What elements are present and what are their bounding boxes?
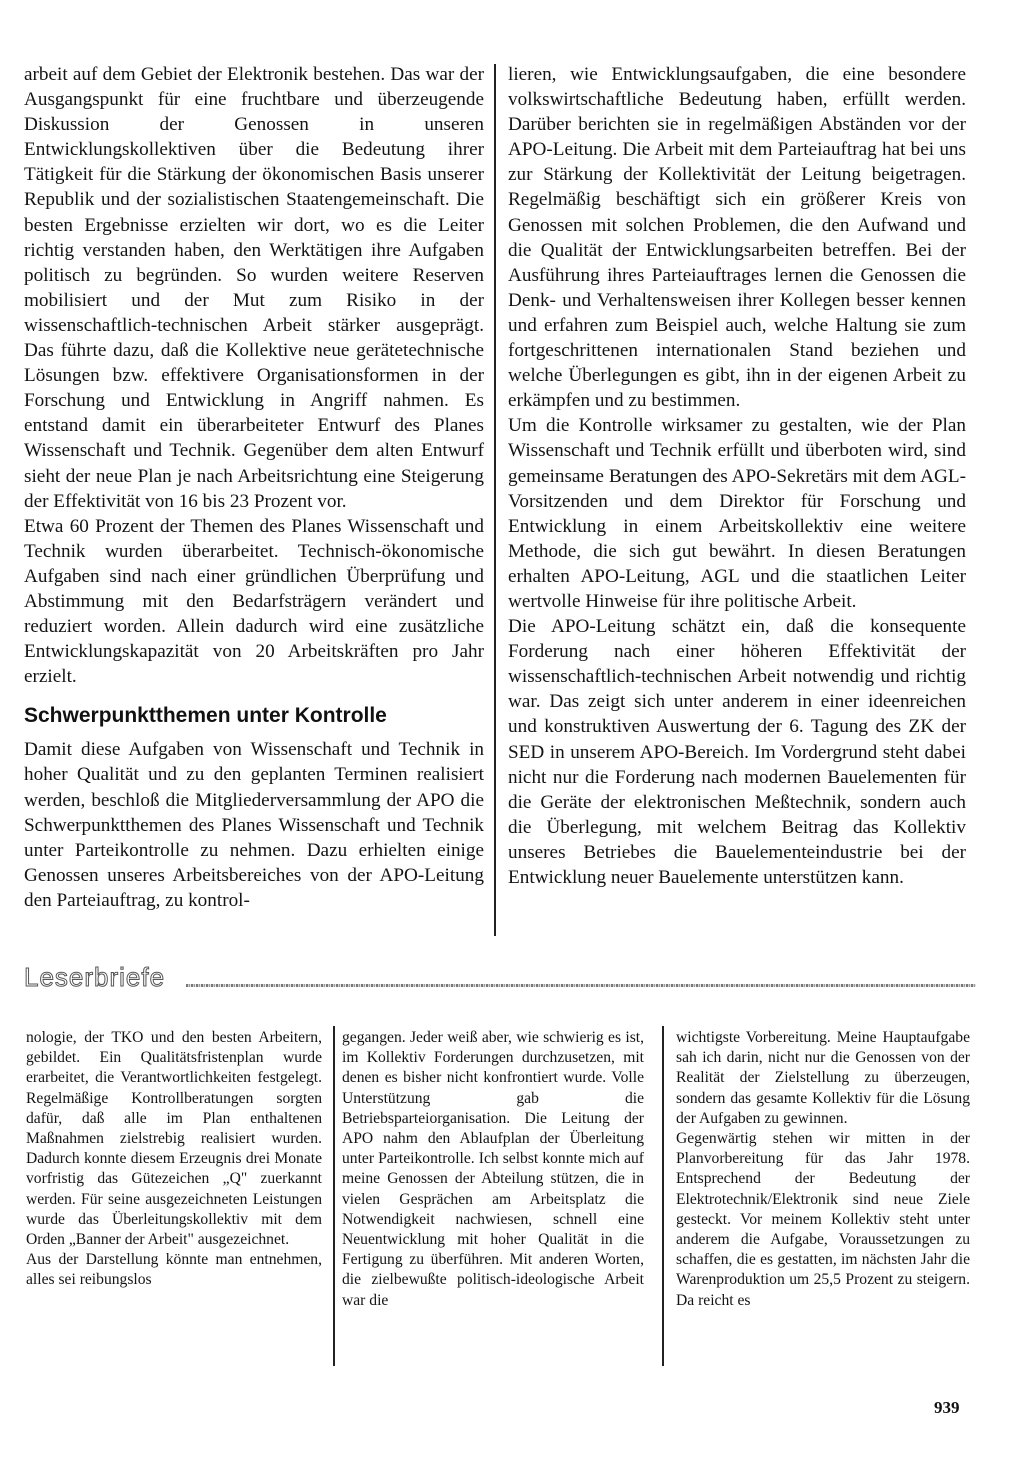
letters-column-3 xyxy=(676,1028,970,1311)
section-divider-line xyxy=(186,984,976,987)
paragraph: wichtigste Vorbereitung. Meine Hauptaufgabe sah ich darin, nicht nur die Genossen von der Realität der Zielstellung zu überzeugen, sondern das gesamte Kollektiv für die Lösung der Aufgaben zu gewinnen. xyxy=(676,1029,970,1127)
column-divider xyxy=(494,64,496,936)
section-label-leserbriefe: Leserbriefe xyxy=(24,962,166,992)
paragraph: Aus der Darstellung könnte man entnehmen, alles sei reibungslos xyxy=(26,1251,322,1289)
section-heading: Schwerpunktthemen unter Kontrolle xyxy=(24,704,387,728)
paragraph: Gegenwärtig stehen wir mitten in der Planvorbereitung für das Jahr 1978. Entsprechend der Bedeutung der Elektrotechnik/Elektronik sind neue Ziele gesteckt. Vor meinem Kollektiv steht unter anderem die Aufgabe, Voraussetzungen zu schaffen, die es gestatten, im nächsten Jahr die Warenproduktion um 25,5 Prozent zu steigern. Da reicht es xyxy=(676,1130,970,1309)
letters-column-1 xyxy=(26,1028,322,1291)
page-number: 939 xyxy=(934,1398,960,1417)
column-divider xyxy=(333,1026,335,1366)
paragraph: nologie, der TKO und den besten Arbeitern, gebildet. Ein Qualitätsfristenplan wurde erarbeitet, die Verantwortlichkeiten festgelegt. Regelmäßige Kontrollberatungen sorgten dafür, daß alle im Plan enthaltenen Maßnahmen zielstrebig realisiert wurden. Dadurch konnte diesem Erzeugnis drei Monate vorfristig das Gütezeichen „Q" zuerkannt werden. Für seine ausgezeichneten Leistungen wurde das Überleitungskollektiv mit dem Orden „Banner der Arbeit" ausgezeichnet. xyxy=(26,1029,322,1249)
article-column-left xyxy=(24,62,484,913)
paragraph: gegangen. Jeder weiß aber, wie schwierig es ist, im Kollektiv Forderungen durchzusetzen, mit denen es bisher nicht konfrontiert wurde. Volle Unterstützung gab die Betriebsparteiorganisation. Die Leitung der APO nahm den Ablaufplan der Überleitung unter Parteikontrolle. Ich selbst konnte mich auf meine Genossen der Abteilung stützen, die in vielen Gesprächen am Arbeitsplatz die Notwendigkeit nachwiesen, schnell eine Neuentwicklung mit hoher Qualität in die Fertigung zu überführen. Mit anderen Worten, die zielbewußte politisch-ideologische Arbeit war die xyxy=(342,1029,644,1309)
paragraph: arbeit auf dem Gebiet der Elektronik bestehen. Das war der Ausgangspunkt für eine fruchtbare und überzeugende Diskussion der Genossen in unseren Entwicklungskollektiven über die Bedeutung ihrer Tätigkeit für die Stärkung der ökonomischen Basis unserer Republik und der sozialistischen Staatengemeinschaft. Die besten Ergebnisse erzielten wir dort, wo es die Leiter richtig verstanden haben, den Werktätigen ihre Aufgaben politisch zu begründen. So wurden weitere Reserven mobilisiert und der Mut zum Risiko in der wissenschaftlich-technischen Arbeit stärker ausgeprägt. Das führte dazu, daß die Kollektive neue gerätetechnische Lösungen bzw. effektivere Organisationsformen in der Forschung und Entwicklung in Angriff nahmen. Es entstand damit ein überarbeiteter Entwurf des Planes Wissenschaft und Technik. Gegenüber dem alten Entwurf sieht der neue Plan je nach Arbeitsrichtung eine Steigerung der Effektivität von 16 bis 23 Prozent vor. xyxy=(24,64,484,512)
paragraph: Um die Kontrolle wirksamer zu gestalten, wie der Plan Wissenschaft und Technik erfüllt und überboten wird, sind gemeinsame Beratungen des APO-Sekretärs mit dem AGL-Vorsitzenden und dem Direktor für Forschung und Entwicklung in einem Arbeitskollektiv eine weitere Methode, die sich gut bewährt. In diesen Beratungen erhalten APO-Leitung, AGL und die staatlichen Leiter wertvolle Hinweise für ihre politische Arbeit. xyxy=(508,415,966,612)
column-divider xyxy=(662,1026,664,1366)
article-column-right xyxy=(508,62,966,890)
paragraph: Damit diese Aufgaben von Wissenschaft und Technik in hoher Qualität und zu den geplanten Terminen realisiert werden, beschloß die Mitgliederversammlung der APO die Schwerpunktthemen des Planes Wissenschaft und Technik unter Parteikontrolle zu nehmen. Dazu erhielten einige Genossen unseres Arbeitsbereiches von der APO-Leitung den Parteiauftrag, zu kontrol- xyxy=(24,739,484,911)
letters-column-2 xyxy=(342,1028,644,1311)
paragraph: lieren, wie Entwicklungsaufgaben, die eine besondere volkswirtschaftliche Bedeutung haben, erfüllt werden. Darüber berichten sie in regelmäßigen Abständen vor der APO-Leitung. Die Arbeit mit dem Parteiauftrag hat bei uns zur Stärkung der Kollektivität der Leitung beigetragen. Regelmäßig beschäftigt sich ein größerer Kreis von Genossen mit solchen Problemen, die den Aufwand und die Qualität der Entwicklungsarbeiten betreffen. Bei der Ausführung ihres Parteiauftrages lernen die Genossen die Denk- und Verhaltensweisen ihrer Kollegen besser kennen und erfahren zum Beispiel auch, welche Haltung sie zum fortgeschrittenen internationalen Stand beziehen und welche Überlegungen es gibt, ihn in der eigenen Arbeit zu erkämpfen und zu bestimmen. xyxy=(508,64,966,412)
paragraph: Etwa 60 Prozent der Themen des Planes Wissenschaft und Technik wurden überarbeitet. Technisch-ökonomische Aufgaben sind nach einer gründlichen Überprüfung und Abstimmung mit den Bedarfsträgern verändert und reduziert worden. Allein dadurch wird eine zusätzliche Entwicklungskapazität von 20 Arbeitskräften pro Jahr erzielt. xyxy=(24,515,484,688)
paragraph: Die APO-Leitung schätzt ein, daß die konsequente Forderung nach einer höheren Effektivität der wissenschaftlich-technischen Arbeit notwendig und richtig war. Das zeigt sich unter anderem in einer ideenreichen und konstruktiven Auswertung der 6. Tagung des ZK der SED in unserem APO-Bereich. Im Vordergrund steht dabei nicht nur die Forderung nach modernen Bauelementen für die Geräte der elektronischen Meßtechnik, sondern auch die Überlegung, mit welchem Beitrag das Kollektiv unseres Betriebes die Bauelementeindustrie bei der Entwicklung neuer Bauelemente unterstützen kann. xyxy=(508,616,966,888)
